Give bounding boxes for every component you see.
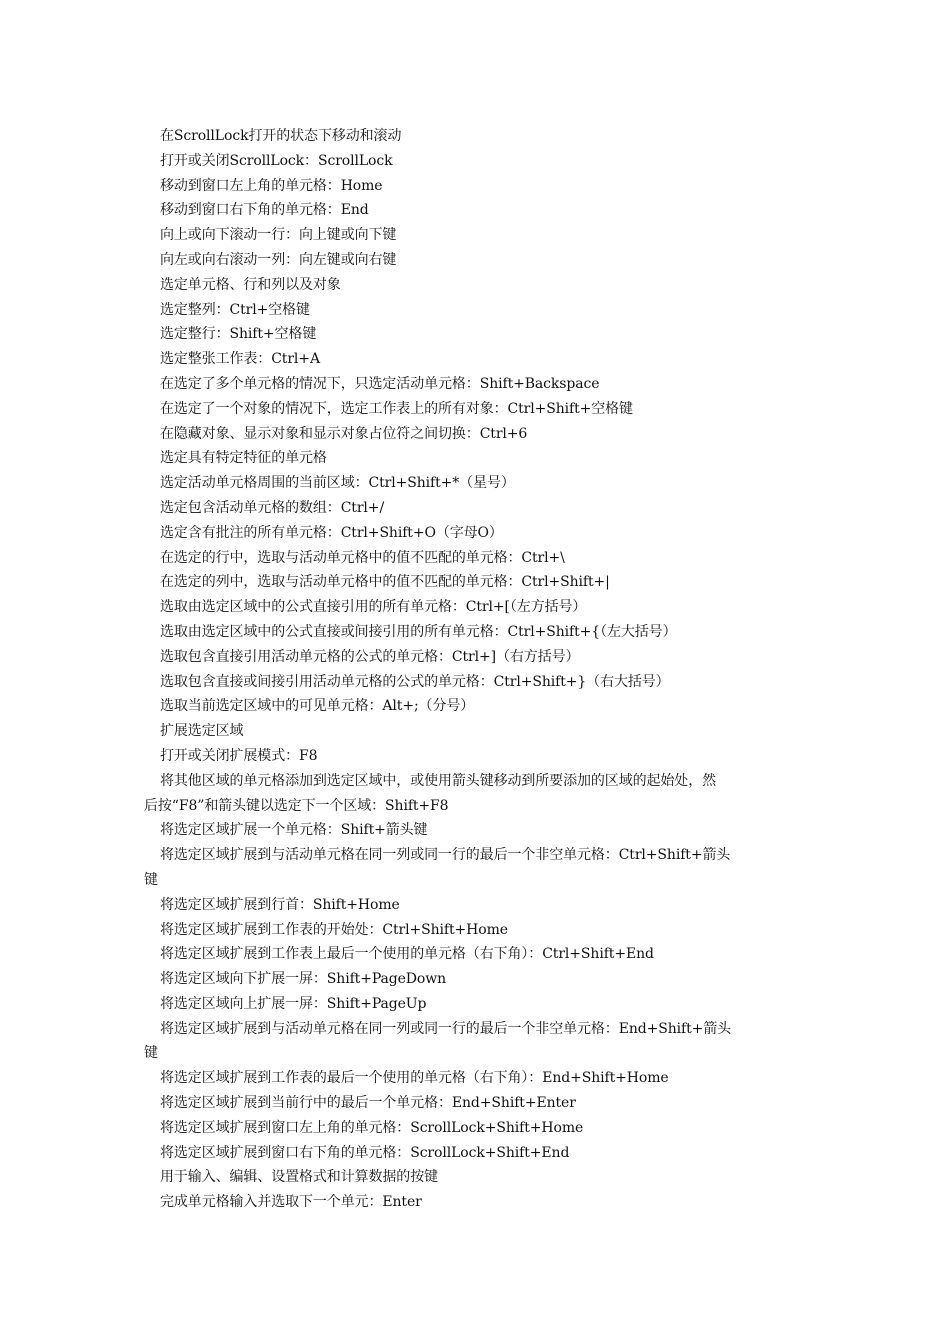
document-body — [144, 124, 808, 1215]
text-line: 完成单元格输入并选取下一个单元：Enter — [160, 1194, 422, 1211]
text-line: 将选定区域向下扩展一屏：Shift+PageDown — [160, 971, 447, 988]
text-line: 选定整列：Ctrl+空格键 — [160, 301, 310, 318]
text-line: 在隐藏对象、显示对象和显示对象占位符之间切换：Ctrl+6 — [160, 425, 528, 442]
text-line: 选定整行：Shift+空格键 — [160, 326, 317, 343]
text-line: 打开或关闭扩展模式：F8 — [160, 747, 318, 764]
text-line: 选取由选定区域中的公式直接引用的所有单元格：Ctrl+[（左方括号） — [160, 599, 587, 616]
text-line: 将选定区域扩展到窗口左上角的单元格：ScrollLock+Shift+Home — [160, 1119, 584, 1136]
text-line: 打开或关闭ScrollLock：ScrollLock — [160, 152, 393, 169]
text-line: 在选定了多个单元格的情况下，只选定活动单元格：Shift+Backspace — [160, 375, 600, 392]
text-line: 选取包含直接引用活动单元格的公式的单元格：Ctrl+]（右方括号） — [160, 648, 580, 665]
text-line: 在选定了一个对象的情况下，选定工作表上的所有对象：Ctrl+Shift+空格键 — [160, 400, 633, 417]
text-line: 向上或向下滚动一行：向上键或向下键 — [160, 227, 397, 244]
text-line: 向左或向右滚动一列：向左键或向右键 — [160, 251, 397, 268]
text-line: 将选定区域扩展到工作表上最后一个使用的单元格（右下角）：Ctrl+Shift+End — [160, 946, 654, 963]
text-line: 在选定的列中，选取与活动单元格中的值不匹配的单元格：Ctrl+Shift+| — [160, 574, 610, 591]
text-line-continued: 键 — [144, 871, 158, 888]
text-line-continued: 后按“F8”和箭头键以选定下一个区域：Shift+F8 — [144, 797, 449, 814]
section-heading-scrolllock: 在ScrollLock打开的状态下移动和滚动 — [160, 128, 402, 144]
text-line: 选定包含活动单元格的数组：Ctrl+/ — [160, 499, 385, 516]
text-line: 将选定区域向上扩展一屏：Shift+PageUp — [160, 995, 427, 1012]
text-line: 将选定区域扩展到工作表的最后一个使用的单元格（右下角）：End+Shift+Home — [160, 1070, 669, 1087]
text-line-continued: 键 — [144, 1045, 158, 1062]
text-line: 将选定区域扩展到行首：Shift+Home — [160, 896, 400, 913]
text-line: 将选定区域扩展一个单元格：Shift+箭头键 — [160, 822, 428, 839]
section-heading-special: 选定具有特定特征的单元格 — [160, 450, 327, 467]
text-line: 将其他区域的单元格添加到选定区域中，或使用箭头键移动到所要添加的区域的起始处，然 — [160, 772, 716, 789]
text-line: 选定活动单元格周围的当前区域：Ctrl+Shift+*（星号） — [160, 475, 515, 492]
text-line: 选定含有批注的所有单元格：Ctrl+Shift+O（字母O） — [160, 524, 503, 541]
section-heading-select: 选定单元格、行和列以及对象 — [160, 276, 341, 293]
text-line: 将选定区域扩展到窗口右下角的单元格：ScrollLock+Shift+End — [160, 1144, 570, 1161]
text-line: 移动到窗口右下角的单元格：End — [160, 202, 369, 219]
section-heading-input: 用于输入、编辑、设置格式和计算数据的按键 — [160, 1169, 438, 1186]
text-line: 将选定区域扩展到工作表的开始处：Ctrl+Shift+Home — [160, 921, 508, 938]
text-line: 将选定区域扩展到当前行中的最后一个单元格：End+Shift+Enter — [160, 1095, 576, 1112]
text-line: 将选定区域扩展到与活动单元格在同一列或同一行的最后一个非空单元格：End+Shift+箭头 — [160, 1020, 732, 1037]
section-heading-extend: 扩展选定区域 — [160, 723, 244, 740]
text-line: 在选定的行中，选取与活动单元格中的值不匹配的单元格：Ctrl+\ — [160, 549, 565, 566]
text-line: 选定整张工作表：Ctrl+A — [160, 351, 320, 368]
text-line: 将选定区域扩展到与活动单元格在同一列或同一行的最后一个非空单元格：Ctrl+Shift+箭头 — [160, 847, 731, 864]
text-line: 移动到窗口左上角的单元格：Home — [160, 177, 383, 194]
text-line: 选取由选定区域中的公式直接或间接引用的所有单元格：Ctrl+Shift+{（左大括号） — [160, 623, 677, 640]
text-line: 选取包含直接或间接引用活动单元格的公式的单元格：Ctrl+Shift+}（右大括号） — [160, 673, 670, 690]
text-line: 选取当前选定区域中的可见单元格：Alt+;（分号） — [160, 698, 475, 715]
